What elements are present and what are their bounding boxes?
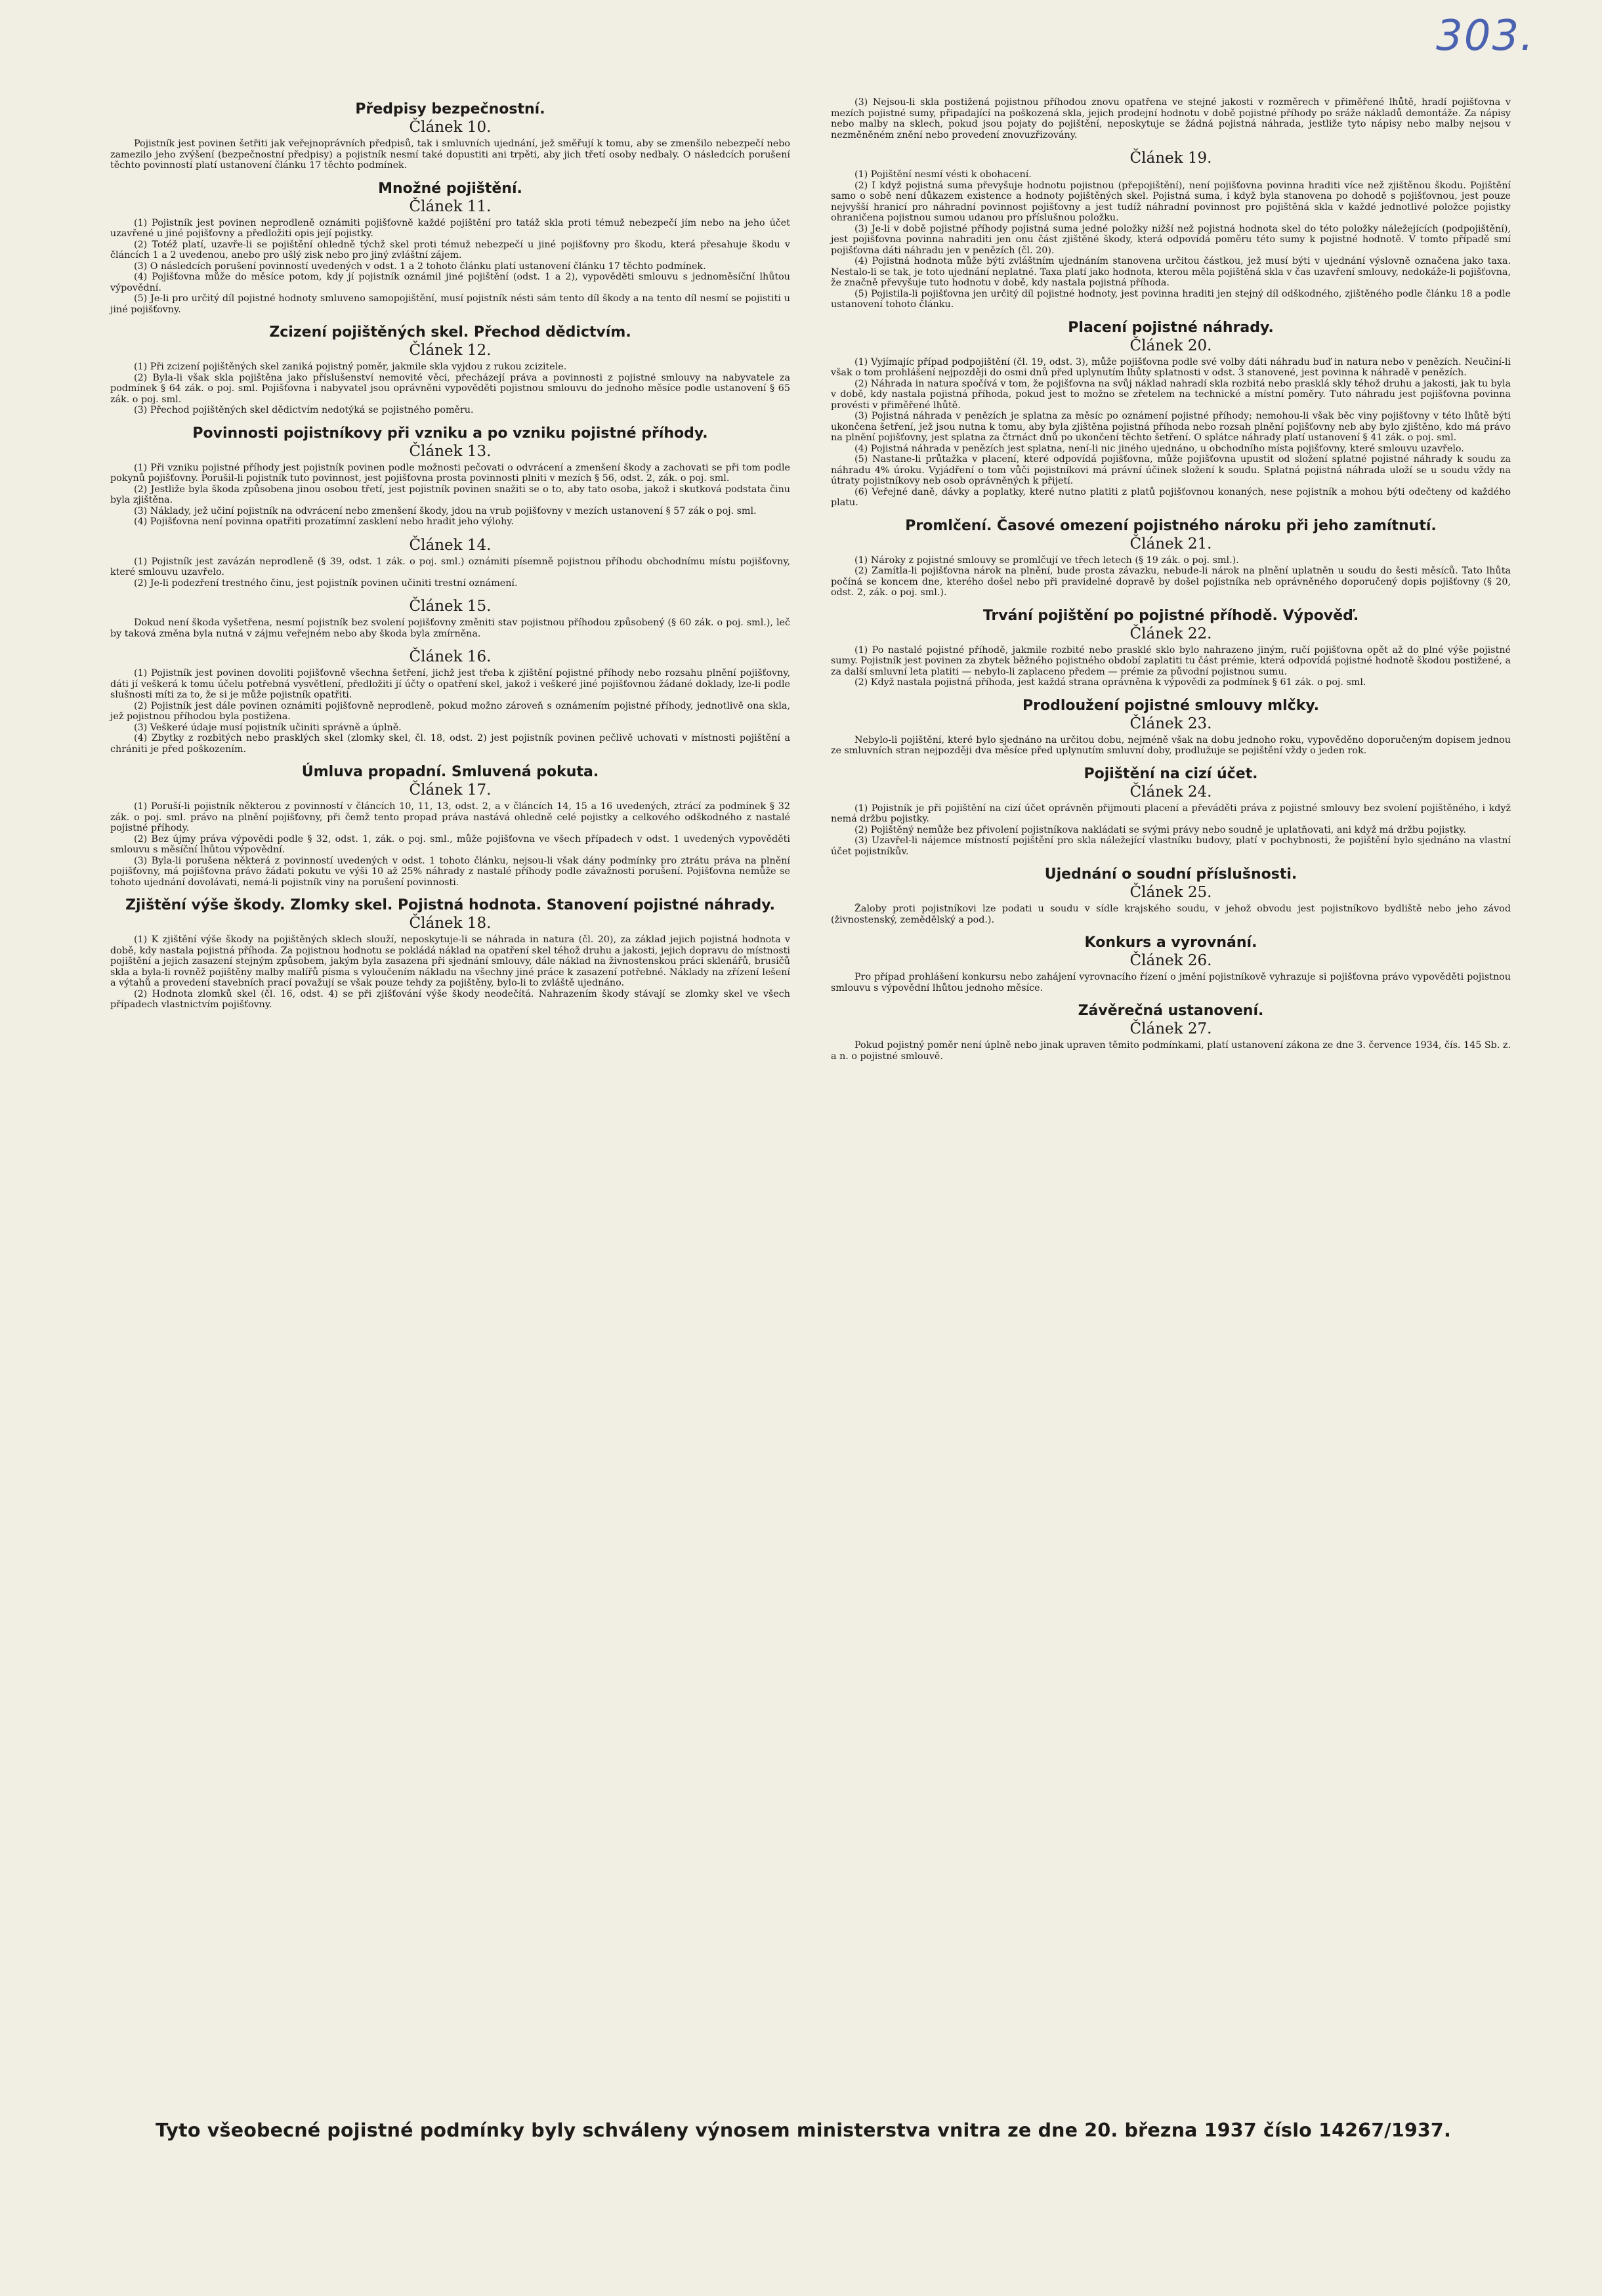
article-number: Článek 10. xyxy=(409,119,492,136)
article-number: Článek 18. xyxy=(409,915,492,932)
article-section xyxy=(110,324,790,416)
article-paragraph: (3) Uzavřel-li nájemce místností pojištění pro skla náležející vlastníku budovy, platí v pochybnosti, že pojištění bylo sjednáno na vlastní účet pojistníkův. xyxy=(831,835,1511,857)
article-section xyxy=(831,1003,1511,1062)
article-number: Článek 17. xyxy=(409,782,492,799)
article-number: Článek 20. xyxy=(1129,337,1212,354)
article-paragraph: (2) Totéž platí, uzavře-li se pojištění ohledně týchž skel proti témuž nebezpečí u jiné pojišťovny pro škodu, která přesahuje škodu v článcích 1 a 2 uvedenou, anebo pro ušlý zisk nebo pro jiný zvláštní zájem. xyxy=(110,239,790,261)
article-paragraph: (1) Poruší-li pojistník některou z povinností v článcích 10, 11, 13, odst. 2, a v článcích 14, 15 a 16 uvedených, ztrácí za podmínek § 32 zák. o poj. sml. právo na plnění pojišťovny, při čemž tento propad práva nastává ohledně celé pojistky a celkového odškodného z nastalé pojistné příhody. xyxy=(110,801,790,833)
right-column xyxy=(831,97,1511,2125)
article-section xyxy=(110,101,790,171)
article-section xyxy=(831,608,1511,688)
article-paragraph: (5) Nastane-li průtažka v placení, které odpovídá pojišťovna, může pojišťovna upustit od složení splatné pojistné náhrady k soudu za náhradu 4% úroku. Vyjádření o tom vůči pojistníkovi má právní účinek složení k soudu. Splatná pojistná náhrada uloží se u soudu vždy na útraty pojistníkovy neb osob oprávněných k přijetí. xyxy=(831,454,1511,486)
article-paragraph: (3) Byla-li porušena některá z povinností uvedených v odst. 1 tohoto článku, nejsou-li však dány podmínky pro ztrátu práva na plnění pojišťovny, má pojišťovna právo žádati pokutu ve výši 10 až 25% náhrady z nastalé příhody podle závažnosti porušení. Pojišťovna nemůže se tohoto ujednání dovolávati, nemá-li pojistník viny na porušení povinnosti. xyxy=(110,855,790,888)
article-section xyxy=(831,150,1511,310)
article-paragraph: (2) Je-li podezření trestného činu, jest pojistník povinen učiniti trestní oznámení. xyxy=(134,577,518,589)
article-paragraph: (1) Při zcizení pojištěných skel zaniká pojistný poměr, jakmile skla vyjdou z rukou zcizitele. xyxy=(134,362,567,372)
article-paragraph: (4) Pojistná hodnota může býti zvláštním ujednáním stanovena určitou částkou, jež musí býti v ujednání výslovně označena jako taxa. Nestalo-li se tak, je toto ujednání neplatné. Taxa platí jako hodnota, kterou měla pojištěná skla v čas uzavření smlouvy, nedokáže-li pojišťovna, že značně převyšuje tuto hodnotu v době, kdy nastala pojistná příhoda. xyxy=(831,256,1511,288)
article-section xyxy=(831,320,1511,509)
section-heading: Promlčení. Časové omezení pojistného nároku při jeho zamítnutí. xyxy=(905,517,1437,534)
article-paragraph: (1) K zjištění výše škody na pojištěných sklech slouží, neposkytuje-li se náhrada in natura (čl. 20), za základ jejich pojistná hodnota v době, kdy nastala pojistná příhoda. Za pojistnou hodnotu se pokládá náklad na opatření skel téhož druhu a jakosti, jejich dopravu do místnosti pojištění a jejich zasazení stejným způsobem, jakým byla zasazena při sjednání smlouvy, dále náklad na živnostenskou práci sklenářů, brusičů skla a byla-li rovněž pojištěny malby malířů písma s vyloučením nákladu na všechny jiné práce k zasazení potřebné. Náklady na zřízení lešení a výtahů a provedení stavebních prací považují se však pouze tehdy za pojištěny, bylo-li to zvláště ujednáno. xyxy=(110,934,790,988)
left-column xyxy=(110,97,790,2125)
article-paragraph: (1) Pojistník jest zavázán neprodleně (§ 39, odst. 1 zák. o poj. sml.) oznámiti písemně pojistnou příhodu obchodnímu místu pojišťovny, které smlouvu uzavřelo. xyxy=(110,556,790,577)
article-section xyxy=(110,897,790,1011)
article-paragraph: (2) I když pojistná suma převyšuje hodnotu pojistnou (přepojištění), není pojišťovna povinna hraditi více než zjištěnou škodu. Pojištění samo o sobě není důkazem existence a hodnoty pojištěných skel. Pojistná suma, i když byla stanovena po dohodě s pojišťovnou, jest pouze nejvyšší hranicí pro náhradní povinnost pojišťovny a jest tudíž náhradní povinnost pro pojištěná skla v každé jednotlivé položce pojistky ohraničena pojistnou sumou udanou pro příslušnou položku. xyxy=(831,180,1511,223)
article-section xyxy=(110,764,790,888)
article-paragraph: Nebylo-li pojištění, které bylo sjednáno na určitou dobu, nejméně však na dobu jednoho roku, vypověděno doporučeným dopisem jednou ze smluvních stran nejpozději dva měsíce před uplynutím smluvní doby, prodlužuje se pojištění vždy o jeden rok. xyxy=(831,734,1511,756)
article-number: Článek 14. xyxy=(409,536,492,554)
approval-footer: Tyto všeobecné pojistné podmínky byly schváleny výnosem ministerstva vnitra ze dne 20. března 1937 číslo 14267/1937. xyxy=(156,2119,1451,2141)
article-paragraph: (4) Zbytky z rozbitých nebo prasklých skel (zlomky skel, čl. 18, odst. 2) jest pojistník povinen pečlivě uchovati v místnosti pojištění a chrániti je před poškozením. xyxy=(110,733,790,755)
article-number: Článek 12. xyxy=(409,342,492,359)
article-paragraph: (4) Pojišťovna není povinna opatřiti prozatímní zasklení nebo hradit jeho výlohy. xyxy=(134,516,515,527)
section-heading: Množné pojištění. xyxy=(378,180,522,197)
article-paragraph: (3) Je-li v době pojistné příhody pojistná suma jedné položky nižší než pojistná hodnota skel do této položky náležejících (podpojištění), jest pojišťovna povinna nahraditi jen onu část zjištěné škody, která odpovídá poměru této sumy k pojistné hodnotě. V tomto případě smí pojišťovna dáti náhradu jen v penězích (čl. 20). xyxy=(831,223,1511,256)
article-paragraph: (6) Veřejné daně, dávky a poplatky, které nutno platiti z platů pojišťovnou konaných, nese pojistník a mohou býti odečteny od každého platu. xyxy=(831,486,1511,508)
article-paragraph: Žaloby proti pojistníkovi lze podati u soudu v sídle krajského soudu, v jehož obvodu jest pojistníkovo bydliště nebo jeho závod (živnostenský, zemědělský a pod.). xyxy=(831,904,1511,925)
article-paragraph: Pokud pojistný poměr není úplně nebo jinak upraven těmito podmínkami, platí ustanovení zákona ze dne 3. července 1934, čís. 145 Sb. z. a n. o pojistné smlouvě. xyxy=(831,1040,1511,1062)
article-number: Článek 26. xyxy=(1129,952,1212,969)
article-paragraph: (2) Byla-li však skla pojištěna jako příslušenství nemovité věci, přecházejí práva a povinnosti z pojistné smlouvy na nabyvatele za podmínek § 64 zák. o poj. sml. Pojišťovna i nabyvatel jsou oprávněni vypověděti pojistnou smlouvu do jednoho měsíce podle ustanovení § 65 zák. o poj. sml. xyxy=(110,372,790,405)
article-paragraph: (2) Náhrada in natura spočívá v tom, že pojišťovna na svůj náklad nahradí skla rozbitá nebo prasklá skly téhož druhu a jakosti, jak tu byla v době, kdy nastala pojistná příhoda, pokud jest to možno se zřetelem na technické a místní poměry. Tuto náhradu jest pojišťovna povinna provésti v přiměřené lhůtě. xyxy=(831,378,1511,411)
article-number: Článek 15. xyxy=(409,598,492,615)
page-number: 303. xyxy=(1436,12,1535,60)
article-paragraph: (3) Pojistná náhrada v penězích je splatna za měsíc po oznámení pojistné příhody; nemohou-li však běc viny pojišťovny v této lhůtě býti ukončena šetření, jež jsou nutna k tomu, aby byla zjištěna pojistná příhoda nebo rozsah plnění pojišťovny neb aby bylo zjištěno, kdo má právo na plnění pojišťovny, jest splatna za čtrnáct dnů po ukončení těchto šetření. O splátce náhrady platí ustanovení § 41 zák. o poj. sml. xyxy=(831,411,1511,443)
article-paragraph: (3) O následcích porušení povinností uvedených v odst. 1 a 2 tohoto článku platí ustanovení článku 17 těchto podmínek. xyxy=(134,261,706,272)
article-section xyxy=(110,180,790,316)
section-heading: Konkurs a vyrovnání. xyxy=(1084,934,1257,951)
article-paragraph: (2) Jestliže byla škoda způsobena jinou osobou třetí, jest pojistník povinen snažiti se o to, aby tato osoba, jakož i skutková podstata činu byla zjištěna. xyxy=(110,484,790,505)
article-paragraph: (4) Pojišťovna může do měsíce potom, kdy jí pojistník oznámil jiné pojištění (odst. 1 a 2), vypověděti smlouvu s jednoměsíční lhůtou výpovědní. xyxy=(110,272,790,293)
article-number: Článek 27. xyxy=(1129,1020,1212,1037)
article-paragraph: Pro případ prohlášení konkursu nebo zahájení vyrovnacího řízení o jmění pojistníkově vyhrazuje si pojišťovna právo vypověděti pojistnou smlouvu s výpovědní lhůtou jednoho měsíce. xyxy=(831,972,1511,993)
article-paragraph: (1) Pojistník jest povinen neprodleně oznámiti pojišťovně každé pojištění pro tatáž skla proti témuž nebezpečí jím nebo na jeho účet uzavřené u jiné pojišťovny a předložiti opis její pojistky. xyxy=(110,217,790,239)
section-heading: Prodloužení pojistné smlouvy mlčky. xyxy=(1022,697,1320,714)
article-section xyxy=(831,698,1511,757)
section-heading: Ujednání o soudní příslušnosti. xyxy=(1044,866,1297,883)
article-paragraph: (2) Pojistník jest dále povinen oznámiti pojišťovně neprodleně, pokud možno zároveň s oznámením pojistné příhody, jednotlivě ona skla, jež pojistnou příhodou byla postižena. xyxy=(110,700,790,722)
article-number: Článek 11. xyxy=(409,198,492,215)
article-paragraph: (2) Bez újmy práva výpovědi podle § 32, odst. 1, zák. o poj. sml., může pojišťovna ve všech případech v odst. 1 uvedených vypověděti smlouvu s měsíční lhůtou výpovědní. xyxy=(110,833,790,855)
section-heading: Pojištění na cizí účet. xyxy=(1084,765,1258,782)
section-heading: Povinnosti pojistníkovy při vzniku a po vzniku pojistné příhody. xyxy=(192,425,708,442)
article-section xyxy=(110,648,790,755)
article-number: Článek 21. xyxy=(1129,535,1212,553)
document-body xyxy=(110,97,1511,2125)
article-paragraph: (1) Pojistník jest povinen dovoliti pojišťovně všechna šetření, jichž jest třeba k zjištění pojistné příhody nebo rozsahu plnění pojišťovny, dáti jí veškerá k tomu účelu potřebná vysvětlení, předložiti jí účty o opatření skel, jakož i veškeré jiné pojišťovnou žádané doklady, lze-li podle slušnosti míti za to, že si je může pojistník opatřiti. xyxy=(110,668,790,700)
article-section xyxy=(831,934,1511,993)
article-section xyxy=(831,766,1511,858)
article-number: Článek 13. xyxy=(409,442,492,460)
article-paragraph: (2) Když nastala pojistná příhoda, jest každá strana oprávněna k výpovědi za podmínek § 61 zák. o poj. sml. xyxy=(854,677,1366,688)
section-heading: Úmluva propadní. Smluvená pokuta. xyxy=(301,764,599,780)
article-number: Článek 22. xyxy=(1129,625,1212,642)
article-paragraph: (3) Veškeré údaje musí pojistník učiniti správně a úplně. xyxy=(134,722,402,733)
article-section xyxy=(831,866,1511,925)
article-number: Článek 19. xyxy=(1129,150,1212,167)
article-paragraph: (4) Pojistná náhrada v penězích jest splatna, není-li nic jiného ujednáno, u obchodního místa pojišťovny, které smlouvu uzavřelo. xyxy=(854,443,1464,454)
article-paragraph: (3) Nejsou-li skla postižená pojistnou příhodou znovu opatřena ve stejné jakosti v rozměrech v přiměřené lhůtě, hradí pojišťovna v mezích pojistné sumy, připadající na poškozená skla, jejich prodejní hodnotu v době pojistné příhody po sráže nákladů demontáže. Za nápisy nebo malby na sklech, pokud jsou pojaty do pojištění, neposkytuje se žádná pojistná náhrada, jestliže tyto nápisy nebo malby nejsou v nezměněném znění nebo provedení znovuzřizovány. xyxy=(831,97,1511,140)
article-paragraph: (1) Vyjímajíc případ podpojištění (čl. 19, odst. 3), může pojišťovna podle své volby dáti náhradu buď in natura nebo v penězích. Neučiní-li však o tom prohlášení nejpozději do osmi dnů před uplynutím lhůty splatnosti v odst. 3 stanovené, jest povinna k náhradě v penězích. xyxy=(831,356,1511,378)
article-paragraph: (1) Pojistník je při pojištění na cizí účet oprávněn přijmouti placení a převáděti práva z pojistné smlouvy bez svolení pojištěného, i když nemá držbu pojistky. xyxy=(831,803,1511,824)
article-section xyxy=(831,518,1511,598)
section-heading: Zjištění výše škody. Zlomky skel. Pojistná hodnota. Stanovení pojistné náhrady. xyxy=(125,897,775,913)
article-number: Článek 24. xyxy=(1129,783,1212,801)
article-number: Článek 16. xyxy=(409,648,492,665)
article-section xyxy=(110,537,790,589)
article-paragraph: (3) Přechod pojištěných skel dědictvím nedotýká se pojistného poměru. xyxy=(134,405,474,415)
section-heading: Trvání pojištění po pojistné příhodě. Výpověď. xyxy=(982,607,1359,624)
article-paragraph: (5) Pojistila-li pojišťovna jen určitý díl pojistné hodnoty, jest povinna hraditi jen stejný díl odškodného, zjištěného podle článku 18 a podle ustanovení tohoto článku. xyxy=(831,288,1511,310)
article-paragraph: Dokud není škoda vyšetřena, nesmí pojistník bez svolení pojišťovny změniti stav pojistnou příhodou způsobený (§ 60 zák. o poj. sml.), leč by taková změna byla nutná v zájmu veřejném nebo aby škoda byla zmírněna. xyxy=(110,617,790,639)
article-section xyxy=(110,598,790,639)
article-paragraph: (5) Je-li pro určitý díl pojistné hodnoty smluveno samopojištění, musí pojistník nésti sám tento díl škody a na tento díl nesmí se pojistiti u jiné pojišťovny. xyxy=(110,293,790,315)
article-section xyxy=(110,425,790,528)
section-heading: Předpisy bezpečnostní. xyxy=(355,101,545,117)
section-heading: Zcizení pojištěných skel. Přechod dědictvím. xyxy=(269,324,631,341)
article-paragraph: (2) Zamítla-li pojišťovna nárok na plnění, bude prosta závazku, nebude-li nárok na plnění uplatněn u soudu do šesti měsíců. Tato lhůta počíná se koncem dne, kterého došel nebo při pravidelné dopravě by došel pojistníka neb oprávněného doporučený dopis pojišťovny (§ 20, odst. 2, zák. o poj. sml.). xyxy=(831,566,1511,598)
article-section xyxy=(831,97,1511,140)
article-paragraph: (3) Náklady, jež učiní pojistník na odvrácení nebo zmenšení škody, jdou na vrub pojišťovny v mezích ustanovení § 57 zák o poj. sml. xyxy=(134,505,757,516)
article-paragraph: (2) Hodnota zlomků skel (čl. 16, odst. 4) se při zjišťování výše škody neodečítá. Nahrazením škody stávají se zlomky skel ve všech případech vlastnictvím pojišťovny. xyxy=(110,988,790,1010)
section-heading: Závěrečná ustanovení. xyxy=(1078,1003,1264,1019)
article-paragraph: (1) Při vzniku pojistné příhody jest pojistník povinen podle možnosti pečovati o odvrácení a zmenšení škody a zachovati se při tom podle pokynů pojišťovny. Porušil-li pojistník tuto povinnost, jest pojišťovna prosta povinnosti plniti v mezích § 56, odst. 2, zák. o poj. sml. xyxy=(110,462,790,484)
article-paragraph: (2) Pojištěný nemůže bez přivolení pojistníkova nakládati se svými právy nebo soudně je uplatňovati, ani když má držbu pojistky. xyxy=(854,824,1466,835)
article-paragraph: Pojistník jest povinen šetřiti jak veřejnoprávních předpisů, tak i smluvních ujednání, jež směřují k tomu, aby se zmenšilo nebezpečí nebo zamezilo jeho zvýšení (bezpečnostní předpisy) a pojistník nesmí také dopustiti ani trpěti, aby jich třetí osoby nedbaly. O následcích porušení těchto povinností platí ustanovení článku 17 těchto podmínek. xyxy=(110,138,790,171)
article-paragraph: (1) Nároky z pojistné smlouvy se promlčují ve třech letech (§ 19 zák. o poj. sml.). xyxy=(854,554,1239,566)
article-paragraph: (1) Pojištění nesmí vésti k obohacení. xyxy=(854,169,1032,180)
section-heading: Placení pojistné náhrady. xyxy=(1068,319,1274,336)
article-paragraph: (1) Po nastalé pojistné příhodě, jakmile rozbité nebo prasklé sklo bylo nahrazeno jiným, ručí pojišťovna opět až do plné výše pojistné sumy. Pojistník jest povinen za zbytek běžného pojistného období zaplatiti tu část prémie, která odpovídá pojistné hodnotě škodou postižené, a za další smluvní leta platiti — nebylo-li zaplaceno předem — prémie za původní pojistnou sumu. xyxy=(831,644,1511,677)
article-number: Článek 25. xyxy=(1129,884,1212,901)
article-number: Článek 23. xyxy=(1129,715,1212,732)
